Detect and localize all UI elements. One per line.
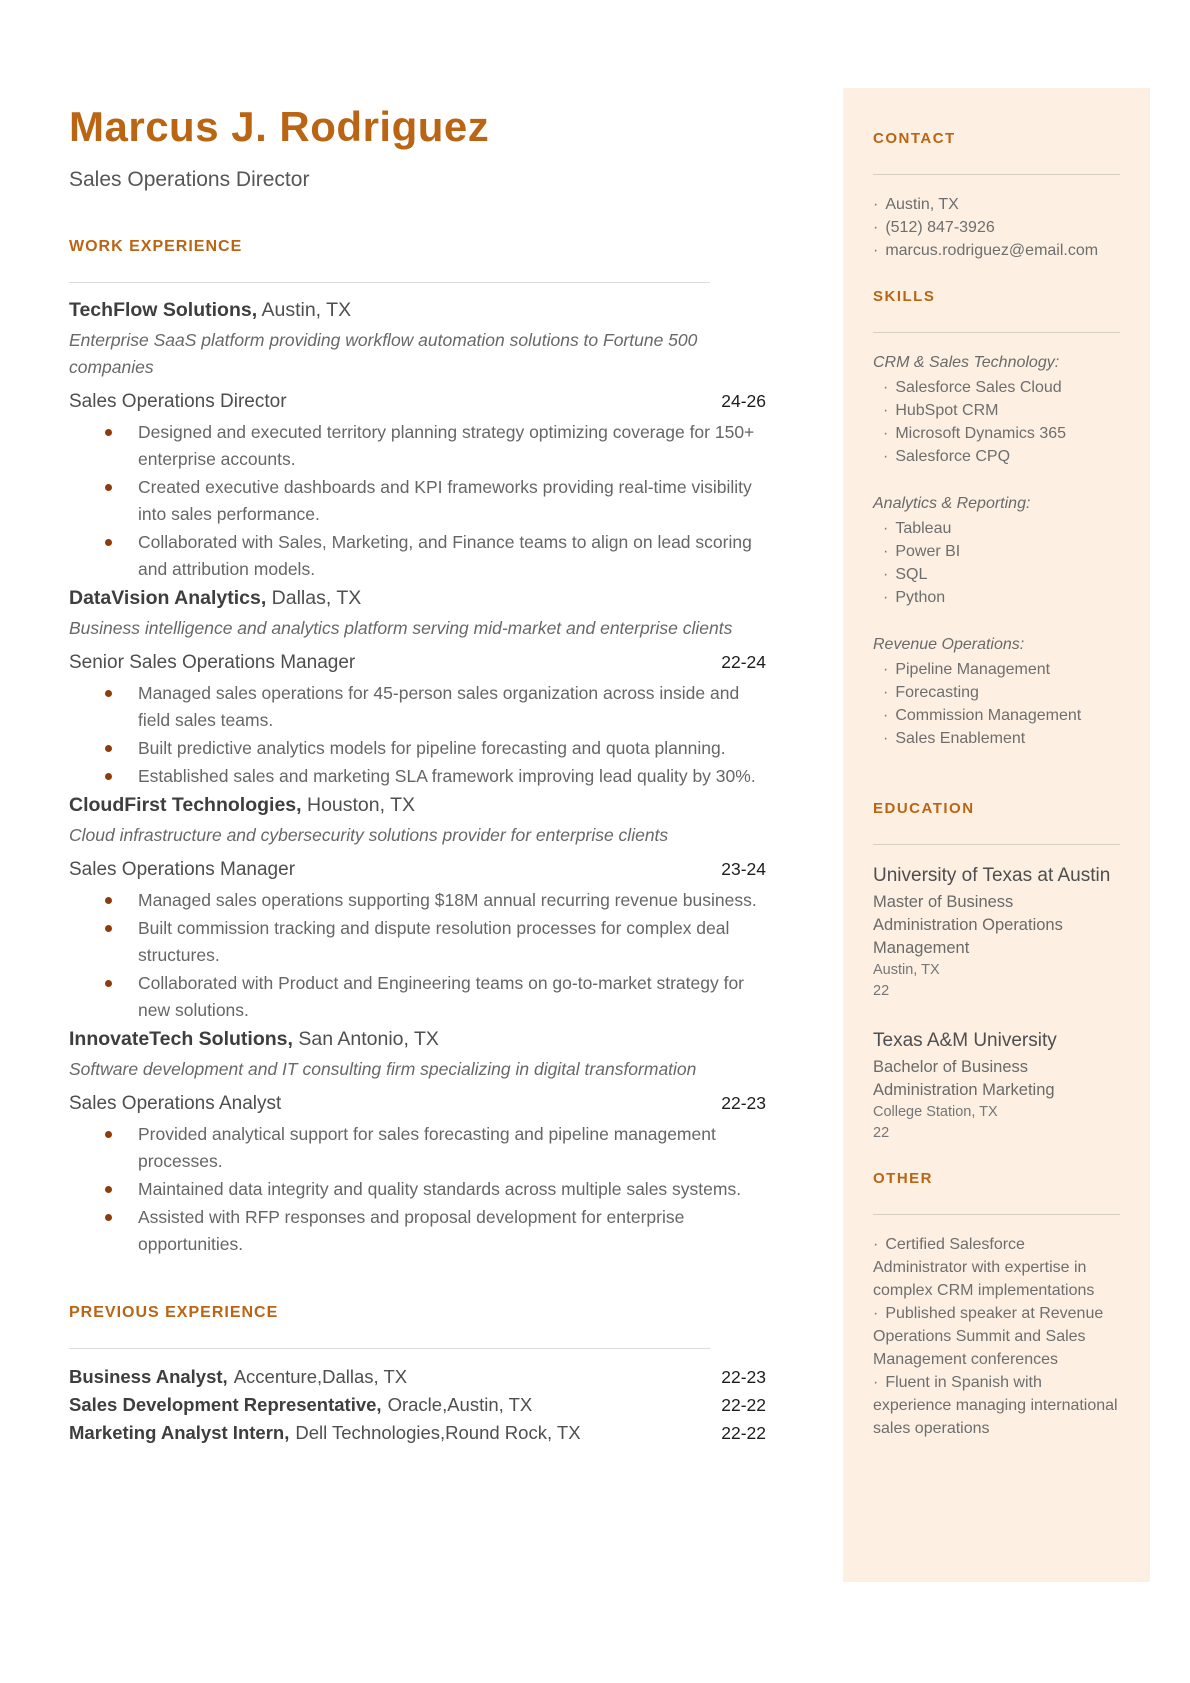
company-location: Dallas, TX [271,587,362,610]
skill-group [873,492,1120,609]
skill-text: Salesforce Sales Cloud [895,379,1062,396]
skill-text: Sales Enablement [895,730,1026,747]
skill-text: Power BI [895,543,961,560]
bullet-dot-icon [105,539,112,546]
skill-item [873,422,1120,445]
skill-item [873,563,1120,586]
other-item [873,1302,1120,1371]
middot-icon: · [873,1374,879,1391]
skills-section [873,288,1120,750]
education-entry [873,863,1120,1002]
previous-dates: 22-22 [721,1423,766,1444]
role-title: Senior Sales Operations Manager [69,652,356,674]
company-location: Austin, TX [261,299,352,322]
bullet-item [69,1176,766,1203]
company-location: San Antonio, TX [298,1028,439,1051]
job-entry [69,792,766,1024]
role-row [69,859,766,881]
bullet-text: Built commission tracking and dispute resolution processes for complex deal structures. [138,918,730,966]
middot-icon: · [873,219,879,236]
previous-role: Sales Development Representative, [69,1394,382,1416]
previous-experience-row [69,1363,766,1391]
bullet-dot-icon [105,1186,112,1193]
sidebar-divider [873,332,1120,333]
role-dates: 22-23 [721,1093,766,1114]
bullet-list [69,887,766,1024]
school-location: College Station, TX [873,1104,998,1120]
contact-item [873,239,1120,262]
school-location: Austin, TX [873,962,940,978]
role-title: Sales Operations Manager [69,859,296,881]
other-section [873,1170,1120,1440]
middot-icon: · [883,448,889,465]
skill-group-label: Revenue Operations: [873,636,1025,653]
skill-text: HubSpot CRM [895,402,999,419]
middot-icon: · [883,566,889,583]
middot-icon: · [883,730,889,747]
skill-item [873,517,1120,540]
bullet-item [69,970,766,1024]
skill-item [873,704,1120,727]
bullet-text: Assisted with RFP responses and proposal development for enterprise opportunities. [138,1207,685,1255]
bullet-item [69,887,766,914]
skill-text: SQL [895,566,928,583]
role-row [69,1093,766,1115]
skill-item [873,399,1120,422]
degree: Master of Business Administration Operations Management [873,893,1063,957]
school-name: Texas A&M University [873,1030,1057,1051]
bullet-text: Created executive dashboards and KPI frameworks providing real-time visibility into sales performance. [138,477,752,525]
previous-dates: 22-23 [721,1367,766,1388]
middot-icon: · [883,543,889,560]
bullet-text: Provided analytical support for sales forecasting and pipeline management processes. [138,1124,716,1172]
bullet-dot-icon [105,484,112,491]
contact-item [873,193,1120,216]
bullet-text: Managed sales operations for 45-person sales organization across inside and field sales teams. [138,683,740,731]
education-heading: EDUCATION [873,800,975,817]
bullet-dot-icon [105,745,112,752]
work-experience-heading: WORK EXPERIENCE [69,238,243,256]
bullet-item [69,529,766,583]
contact-phone: (512) 847-3926 [885,219,995,236]
skill-item [873,376,1120,399]
role-dates: 22-24 [721,652,766,673]
skill-item [873,540,1120,563]
bullet-item [69,735,766,762]
bullet-text: Collaborated with Product and Engineering teams on go-to-market strategy for new solutions. [138,973,745,1021]
role-row [69,391,766,413]
bullet-text: Established sales and marketing SLA framework improving lead quality by 30%. [138,766,756,787]
contact-item [873,216,1120,239]
bullet-list [69,680,766,790]
company-name: TechFlow Solutions, [69,299,258,322]
bullet-dot-icon [105,773,112,780]
middot-icon: · [883,707,889,724]
bullet-text: Designed and executed territory planning strategy optimizing coverage for 150+ enterprise accounts. [138,422,755,470]
bullet-dot-icon [105,897,112,904]
middot-icon: · [873,1305,879,1322]
company-description: Enterprise SaaS platform providing workflow automation solutions to Fortune 500 companies [69,330,698,378]
middot-icon: · [883,425,889,442]
role-dates: 23-24 [721,859,766,880]
bullet-dot-icon [105,925,112,932]
company-name: DataVision Analytics, [69,587,267,610]
person-job-title: Sales Operations Director [69,168,310,192]
bullet-dot-icon [105,429,112,436]
job-entry [69,297,766,583]
skill-text: Pipeline Management [895,661,1051,678]
skill-group-label: Analytics & Reporting: [873,495,1031,512]
bullet-dot-icon [105,690,112,697]
skill-item [873,681,1120,704]
bullet-text: Collaborated with Sales, Marketing, and Finance teams to align on lead scoring and attribution models. [138,532,752,580]
other-text: Published speaker at Revenue Operations Summit and Sales Management conferences [873,1305,1104,1368]
contact-location: Austin, TX [885,196,959,213]
role-title: Sales Operations Analyst [69,1093,282,1115]
company-description: Software development and IT consulting firm specializing in digital transformation [69,1059,697,1080]
other-item [873,1371,1120,1440]
other-text: Fluent in Spanish with experience managing international sales operations [873,1374,1118,1437]
skill-text: Commission Management [895,707,1082,724]
bullet-item [69,915,766,969]
middot-icon: · [873,1236,879,1253]
section-divider [69,1348,710,1349]
bullet-item [69,1204,766,1258]
person-name: Marcus J. Rodriguez [69,103,490,150]
skill-item [873,727,1120,750]
bullet-item [69,419,766,473]
sidebar-divider [873,174,1120,175]
bullet-dot-icon [105,1131,112,1138]
section-divider [69,282,710,283]
job-entry [69,585,766,790]
graduation-year: 22 [873,1125,890,1141]
company-description: Cloud infrastructure and cybersecurity solutions provider for enterprise clients [69,825,669,846]
previous-dates: 22-22 [721,1395,766,1416]
bullet-list [69,419,766,583]
skill-text: Microsoft Dynamics 365 [895,425,1067,442]
middot-icon: · [883,520,889,537]
previous-company-location: Oracle,Austin, TX [387,1394,533,1416]
previous-experience-heading: PREVIOUS EXPERIENCE [69,1304,279,1322]
company-row [69,585,766,612]
previous-role: Marketing Analyst Intern, [69,1422,290,1444]
school-name: University of Texas at Austin [873,865,1111,886]
skill-item [873,586,1120,609]
skill-text: Forecasting [895,684,979,701]
skill-text: Tableau [895,520,952,537]
education-entry [873,1028,1120,1144]
previous-experience-row [69,1391,766,1419]
middot-icon: · [883,379,889,396]
bullet-dot-icon [105,980,112,987]
company-location: Houston, TX [306,794,416,817]
company-description: Business intelligence and analytics platform serving mid-market and enterprise clients [69,618,733,639]
skill-item [873,445,1120,468]
main-column [69,104,766,1447]
job-entry [69,1026,766,1258]
role-title: Sales Operations Director [69,391,287,413]
skill-group [873,351,1120,468]
company-row [69,1026,766,1053]
bullet-item [69,680,766,734]
middot-icon: · [883,661,889,678]
previous-role: Business Analyst, [69,1366,228,1388]
bullet-text: Built predictive analytics models for pipeline forecasting and quota planning. [138,738,726,759]
skill-group [873,633,1120,750]
company-name: CloudFirst Technologies, [69,794,302,817]
skill-group-label: CRM & Sales Technology: [873,354,1060,371]
skills-heading: SKILLS [873,288,936,305]
previous-company-location: Accenture,Dallas, TX [233,1366,408,1388]
bullet-text: Maintained data integrity and quality standards across multiple sales systems. [138,1179,742,1200]
bullet-list [69,1121,766,1258]
bullet-item [69,763,766,790]
role-dates: 24-26 [721,391,766,412]
role-row [69,652,766,674]
middot-icon: · [883,402,889,419]
degree: Bachelor of Business Administration Marketing [873,1058,1055,1099]
other-item [873,1233,1120,1302]
middot-icon: · [883,684,889,701]
skill-text: Salesforce CPQ [895,448,1011,465]
education-section [873,800,1120,1144]
contact-section [873,130,1120,262]
other-text: Certified Salesforce Administrator with expertise in complex CRM implementations [873,1236,1095,1299]
bullet-item [69,474,766,528]
bullet-dot-icon [105,1214,112,1221]
sidebar-divider [873,1214,1120,1215]
skill-item [873,658,1120,681]
previous-company-location: Dell Technologies,Round Rock, TX [295,1422,581,1444]
sidebar-divider [873,844,1120,845]
company-row [69,792,766,819]
company-row [69,297,766,324]
skill-text: Python [895,589,946,606]
company-name: InnovateTech Solutions, [69,1028,293,1051]
middot-icon: · [873,196,879,213]
middot-icon: · [883,589,889,606]
middot-icon: · [873,242,879,259]
contact-heading: CONTACT [873,130,956,147]
other-heading: OTHER [873,1170,933,1187]
graduation-year: 22 [873,983,890,999]
bullet-item [69,1121,766,1175]
sidebar [843,88,1150,1582]
bullet-text: Managed sales operations supporting $18M annual recurring revenue business. [138,890,757,911]
previous-experience-row [69,1419,766,1447]
contact-email: marcus.rodriguez@email.com [885,242,1099,259]
